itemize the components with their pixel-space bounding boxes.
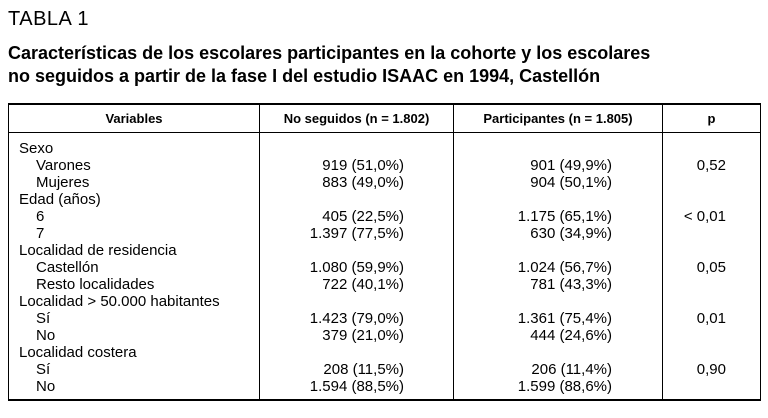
cell-no-seguidos: 1.397 (77,5%) (309, 225, 404, 242)
table-row (9, 293, 760, 310)
cell-variable: Localidad de residencia (19, 242, 177, 259)
caption-line-2: no seguidos a partir de la fase I del estudio ISAAC en 1994, Castellón (8, 66, 601, 86)
cell-no-seguidos: 1.080 (59,9%) (309, 259, 404, 276)
cell-variable: Localidad > 50.000 habitantes (19, 293, 220, 310)
cell-participantes: 1.175 (65,1%) (517, 208, 612, 225)
data-table (8, 103, 761, 401)
cell-variable: Sí (36, 310, 51, 327)
table-row (9, 225, 760, 242)
cell-participantes: 630 (34,9%) (530, 225, 612, 242)
cell-no-seguidos: 722 (40,1%) (322, 276, 404, 293)
header-variables: Variables (105, 111, 163, 126)
cell-variable: Resto localidades (36, 276, 155, 293)
table-row (9, 242, 760, 259)
cell-no-seguidos: 883 (49,0%) (322, 174, 404, 191)
table-row (9, 157, 760, 174)
table-row (9, 327, 760, 344)
table-row (9, 208, 760, 225)
cell-p-value: 0,52 (696, 157, 726, 174)
cell-variable: No (36, 378, 56, 395)
cell-variable: Sexo (19, 140, 54, 157)
cell-no-seguidos: 379 (21,0%) (322, 327, 404, 344)
table-row (9, 361, 760, 378)
cell-p-value: 0,90 (696, 361, 726, 378)
cell-variable: Varones (36, 157, 91, 174)
cell-variable: Edad (años) (19, 191, 101, 208)
cell-participantes: 904 (50,1%) (530, 174, 612, 191)
cell-variable: Castellón (36, 259, 99, 276)
cell-no-seguidos: 1.423 (79,0%) (309, 310, 404, 327)
cell-variable: Mujeres (36, 174, 90, 191)
header-p: p (707, 111, 716, 126)
table-row (9, 310, 760, 327)
cell-participantes: 781 (43,3%) (530, 276, 612, 293)
cell-p-value: 0,01 (696, 310, 726, 327)
cell-participantes: 1.599 (88,6%) (517, 378, 612, 395)
cell-p-value: 0,05 (696, 259, 726, 276)
table-row (9, 174, 760, 191)
cell-variable: 7 (36, 225, 45, 242)
table-row (9, 378, 760, 395)
cell-participantes: 1.024 (56,7%) (517, 259, 612, 276)
cell-p-value: < 0,01 (683, 208, 726, 225)
table-row (9, 276, 760, 293)
cell-participantes: 206 (11,4%) (531, 361, 612, 378)
cell-participantes: 1.361 (75,4%) (517, 310, 612, 327)
cell-participantes: 444 (24,6%) (530, 327, 612, 344)
cell-variable: Sí (36, 361, 51, 378)
cell-variable: 6 (36, 208, 45, 225)
header-no-seguidos: No seguidos (n = 1.802) (283, 111, 430, 126)
header-participantes: Participantes (n = 1.805) (483, 111, 633, 126)
table-header (9, 105, 760, 133)
table-row (9, 344, 760, 361)
cell-participantes: 901 (49,9%) (530, 157, 612, 174)
cell-no-seguidos: 405 (22,5%) (322, 208, 404, 225)
table-row (9, 191, 760, 208)
cell-no-seguidos: 919 (51,0%) (322, 157, 404, 174)
cell-variable: Localidad costera (19, 344, 137, 361)
cell-variable: No (36, 327, 56, 344)
cell-no-seguidos: 208 (11,5%) (323, 361, 404, 378)
cell-no-seguidos: 1.594 (88,5%) (309, 378, 404, 395)
table-row (9, 140, 760, 157)
table-caption (8, 42, 758, 88)
table-row (9, 259, 760, 276)
caption-line-1: Características de los escolares participantes en la cohorte y los escolares (8, 43, 651, 63)
table-label: TABLA 1 (8, 8, 89, 30)
